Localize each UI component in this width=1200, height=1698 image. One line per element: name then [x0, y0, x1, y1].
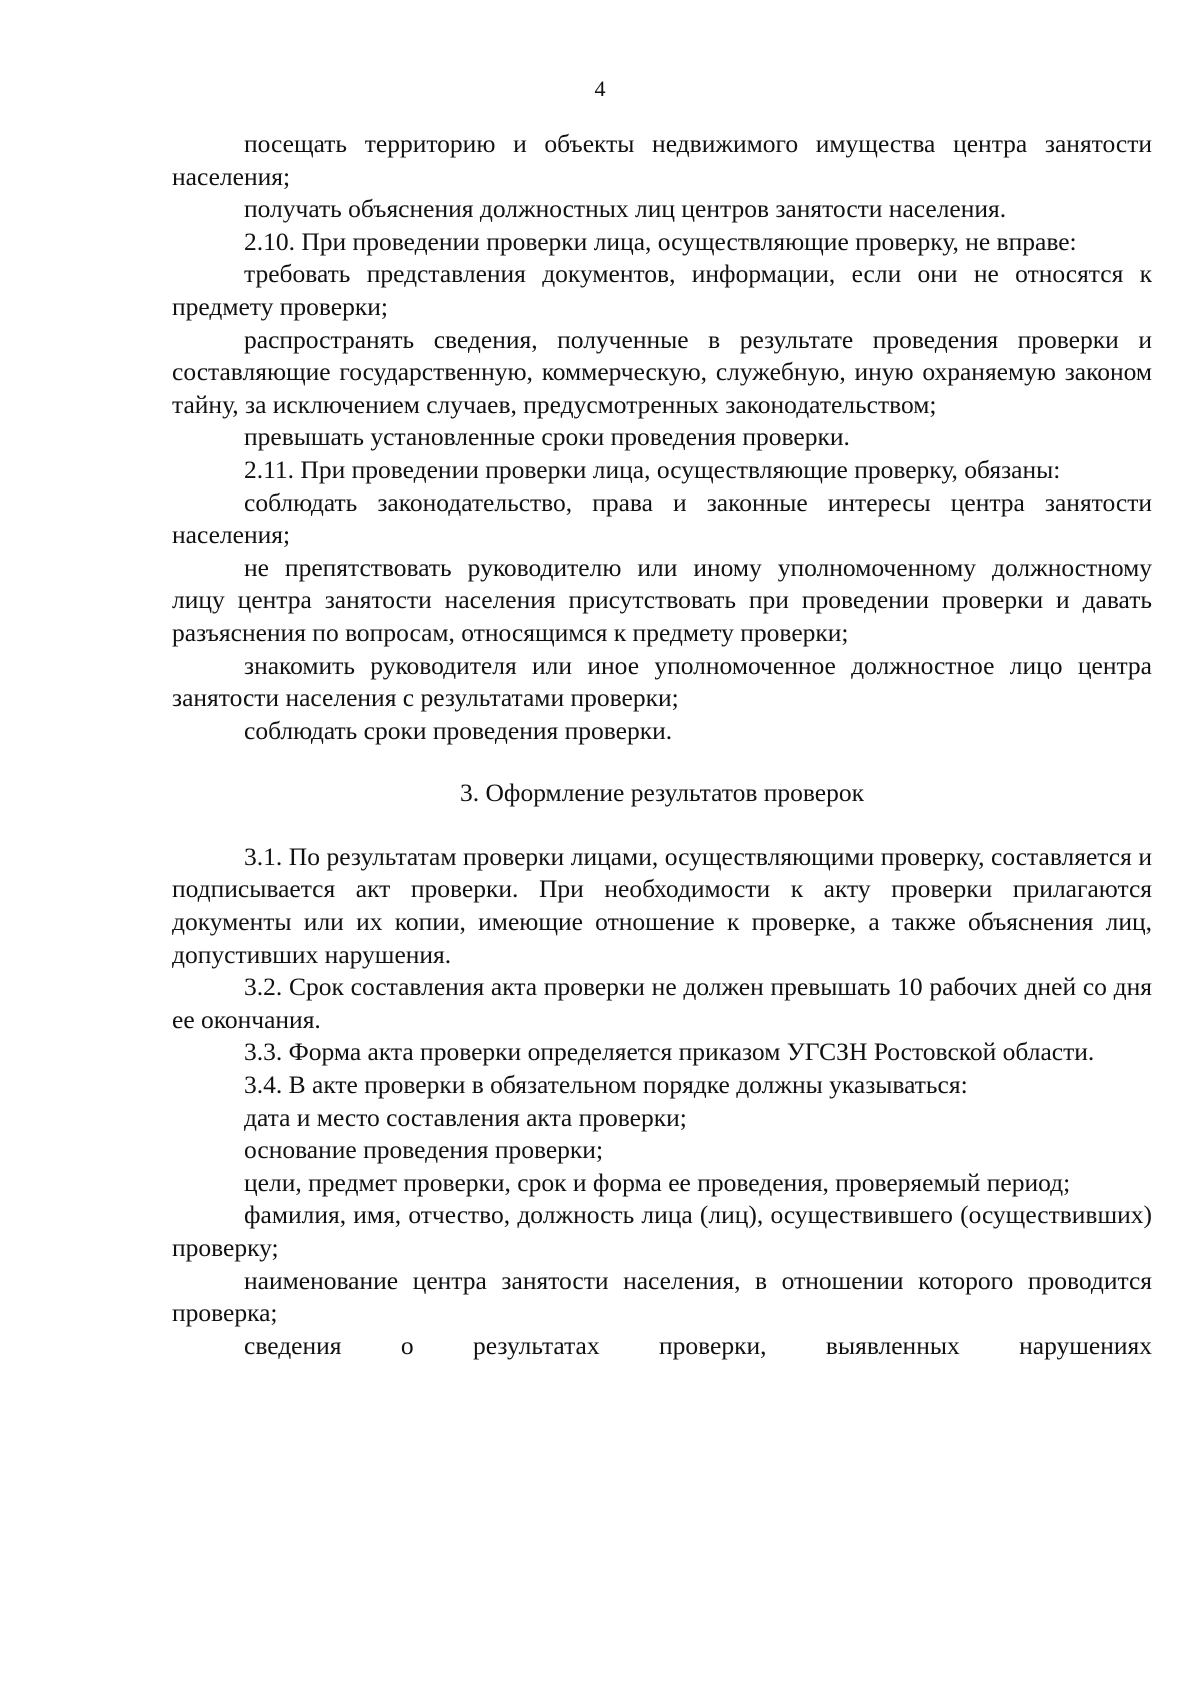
paragraph: сведения о результатах проверки, выявленных нарушениях: [244, 1330, 1152, 1360]
paragraph: превышать установленные сроки проведения проверки.: [244, 422, 850, 452]
paragraph: требовать представления документов, информации, если они не относятся к предмету проверки;: [172, 259, 1152, 321]
page-number: 4: [594, 76, 606, 101]
paragraph: соблюдать сроки проведения проверки.: [244, 715, 673, 745]
paragraph: посещать территорию и объекты недвижимого имущества центра занятости населения;: [172, 129, 1152, 191]
paragraph: дата и место составления акта проверки;: [244, 1102, 687, 1132]
paragraph: распространять сведения, полученные в результате проведения проверки и составляющие государственную, коммерческую, служебную, иную охраняемую законом тайну, за исключением случаев, предусмотренных законодательством;: [172, 324, 1152, 419]
paragraph: не препятствовать руководителю или иному уполномоченному должностному лицу центра занятости населения присутствовать при проведении проверки и давать разъяснения по вопросам, относящимся к предмету проверки;: [172, 552, 1152, 647]
document-body: [172, 128, 1152, 1362]
paragraph: 3.2. Срок составления акта проверки не должен превышать 10 рабочих дней со дня ее окончания.: [172, 972, 1152, 1034]
paragraph: получать объяснения должностных лиц центров занятости населения.: [244, 194, 1007, 224]
section-heading: 3. Оформление результатов проверок: [460, 778, 864, 808]
paragraph: основание проведения проверки;: [244, 1135, 604, 1165]
paragraph: соблюдать законодательство, права и законные интересы центра занятости населения;: [172, 487, 1152, 550]
paragraph: 2.11. При проведении проверки лица, осуществляющие проверку, обязаны:: [244, 454, 1061, 484]
paragraph: 3.3. Форма акта проверки определяется приказом УГСЗН Ростовской области.: [244, 1037, 1095, 1067]
paragraph: 3.1. По результатам проверки лицами, осуществляющими проверку, составляется и подписывается акт проверки. При необходимости к акту проверки прилагаются документы или их копии, имеющие отношение к проверке, а также объяснения лиц, допустивших нарушения.: [172, 841, 1152, 969]
paragraph: наименование центра занятости населения, в отношении которого проводится проверка;: [172, 1265, 1152, 1328]
paragraph: 2.10. При проведении проверки лица, осуществляющие проверку, не вправе:: [244, 226, 1077, 256]
paragraph: фамилия, имя, отчество, должность лица (лиц), осуществившего (осуществивших) проверку;: [172, 1200, 1152, 1262]
paragraph: 3.4. В акте проверки в обязательном порядке должны указываться:: [244, 1070, 968, 1100]
paragraph: знакомить руководителя или иное уполномоченное должностное лицо центра занятости населения с результатами проверки;: [172, 650, 1152, 713]
paragraph: цели, предмет проверки, срок и форма ее проведения, проверяемый период;: [244, 1167, 1071, 1197]
